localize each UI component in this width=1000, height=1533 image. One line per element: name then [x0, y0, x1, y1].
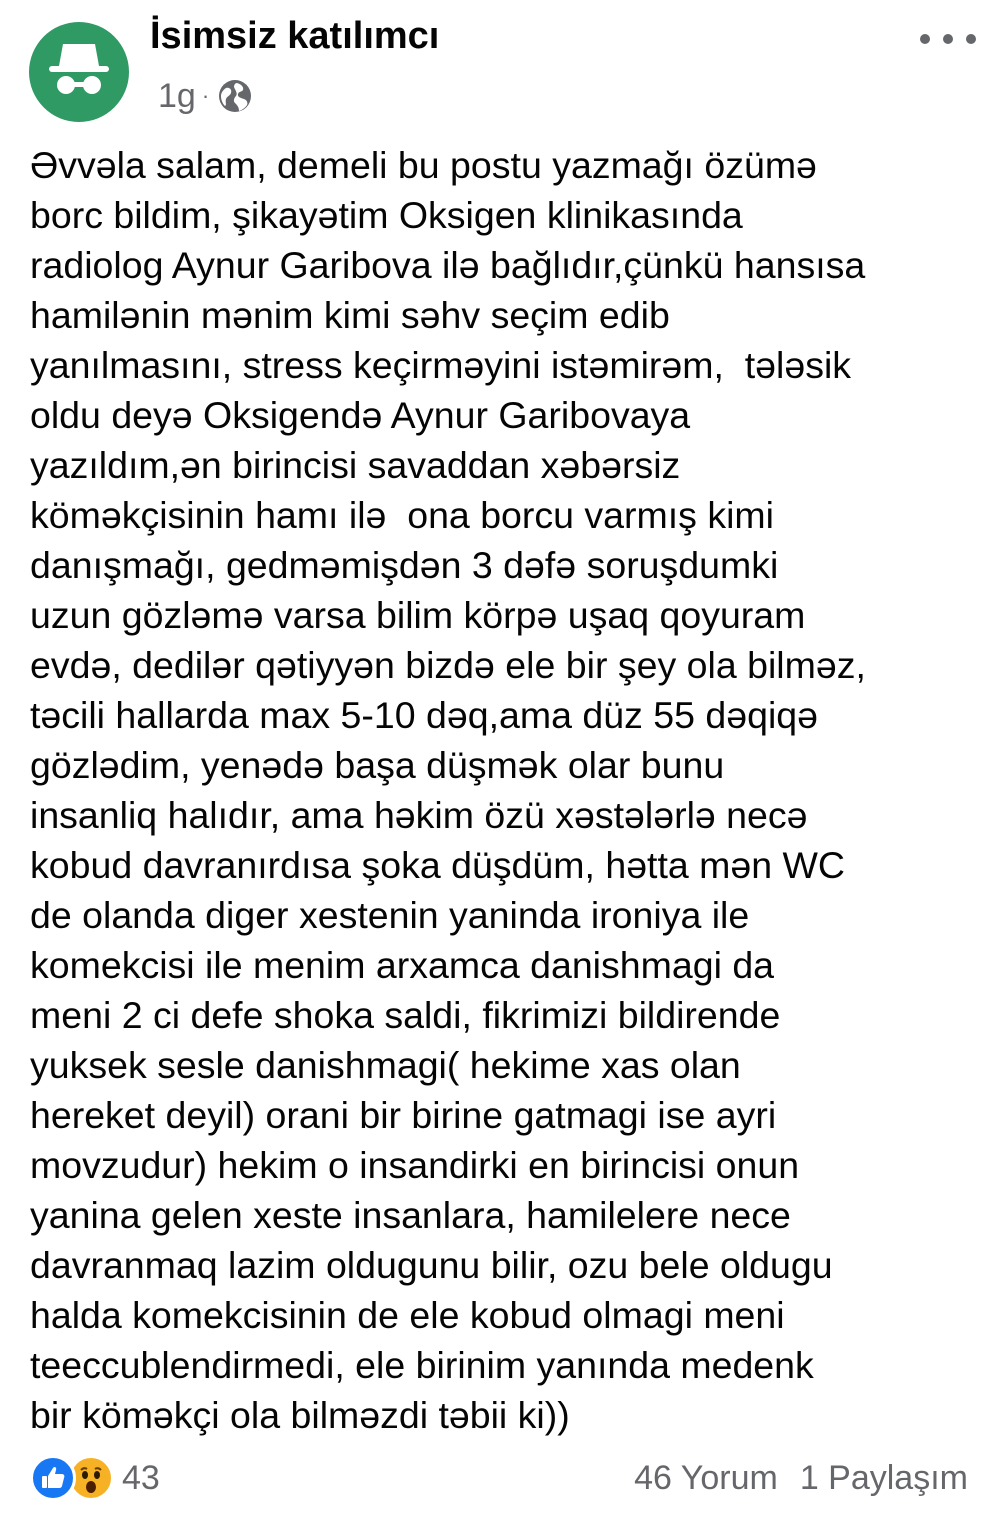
post-text-line: yazıldım,ən birincisi savaddan xəbərsiz: [30, 444, 681, 486]
post-meta: [158, 74, 253, 118]
post-text-line: gözlədim, yenədə başa düşmək olar bunu: [30, 744, 725, 786]
post-text-line: de olanda diger xestenin yaninda ironiya ile: [30, 894, 750, 936]
post-text-line: köməkçisinin hamı ilə ona borcu varmış kimi: [30, 494, 774, 536]
post-text: [30, 140, 985, 1440]
post-text-line: meni 2 ci defe shoka saldi, fikrimizi bildirende: [30, 994, 781, 1036]
author-name[interactable]: İsimsiz katılımcı: [150, 15, 440, 57]
post-text-line: halda komekcisinin de ele kobud olmagi meni: [30, 1294, 785, 1336]
more-dot: [943, 34, 953, 44]
post-text-line: yanılmasını, stress keçirməyini istəmirəm, tələsik: [30, 344, 852, 386]
reaction-count: 43: [122, 1458, 160, 1497]
post-time[interactable]: 1g: [158, 76, 196, 115]
post-text-line: Əvvəla salam, demeli bu postu yazmağı özümə: [30, 144, 817, 186]
post-text-line: teeccublendirmedi, ele birinim yanında medenk: [30, 1344, 814, 1386]
author-avatar[interactable]: [29, 22, 129, 122]
reactions-summary[interactable]: [30, 1456, 160, 1500]
post-text-line: kobud davranırdısa şoka düşdüm, hətta mən WC: [30, 844, 846, 886]
post-text-line: hereket deyil) orani bir birine gatmagi ise ayri: [30, 1094, 777, 1136]
post-text-line: təcili hallarda max 5-10 dəq,ama düz 55 dəqiqə: [30, 694, 818, 736]
shares-count-link[interactable]: 1 Paylaşım: [799, 1458, 968, 1497]
post-text-line: borc bildim, şikayətim Oksigen klinikasında: [30, 194, 743, 236]
anonymous-incognito-icon: [29, 22, 129, 122]
comments-count-link[interactable]: 46 Yorum: [634, 1458, 778, 1497]
post-text-line: uzun gözləmə varsa bilim körpə uşaq qoyuram: [30, 594, 806, 636]
globe-icon[interactable]: [217, 78, 253, 114]
post-text-line: yanina gelen xeste insanlara, hamilelere nece: [30, 1194, 791, 1236]
post-text-line: movzudur) hekim o insandirki en birincisi onun: [30, 1144, 800, 1186]
post-text-line: yuksek sesle danishmagi( hekime xas olan: [30, 1044, 741, 1086]
post-text-line: davranmaq lazim oldugunu bilir, ozu bele oldugu: [30, 1244, 833, 1286]
more-dot: [966, 34, 976, 44]
post-stats: [634, 1456, 968, 1500]
post-text-line: radiolog Aynur Garibova ilə bağlıdır,çünkü hansısa: [30, 244, 866, 286]
post-text-line: hamilənin mənim kimi səhv seçim edib: [30, 294, 670, 336]
post-text-line: oldu deyə Oksigendə Aynur Garibovaya: [30, 394, 691, 436]
more-options-button[interactable]: [920, 24, 976, 54]
post-text-line: bir köməkçi ola bilməzdi təbii ki)): [30, 1394, 570, 1436]
more-dots-icon: [920, 34, 930, 44]
post-text-line: komekcisi ile menim arxamca danishmagi da: [30, 944, 775, 986]
post-text-line: evdə, dedilər qətiyyən bizdə ele bir şey ola bilməz,: [30, 644, 866, 686]
like-icon: [30, 1455, 76, 1501]
post-text-line: insanliq halıdır, ama həkim özü xəstələrlə necə: [30, 794, 808, 836]
meta-separator: ·: [201, 83, 210, 108]
post-text-line: danışmağı, gedməmişdən 3 dəfə soruşdumki: [30, 544, 779, 586]
